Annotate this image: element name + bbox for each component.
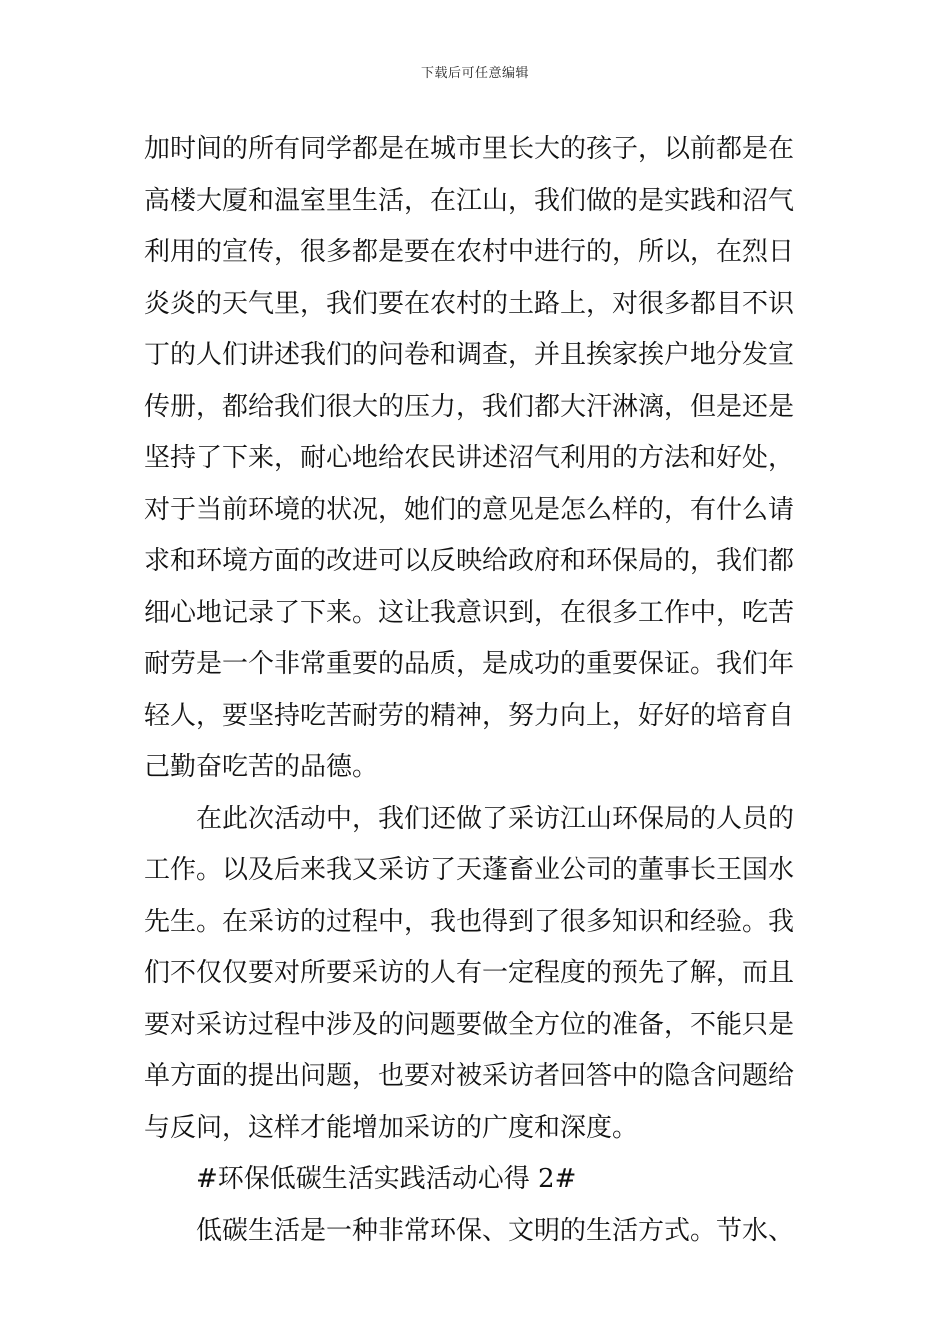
text-line: 利用的宣传，很多都是要在农村中进行的，所以，在烈日 (144, 237, 795, 267)
text-line: 细心地记录了下来。这让我意识到，在很多工作中，吃苦 (144, 597, 795, 628)
text-line: 单方面的提出问题，也要对被采访者回答中的隐含问题给 (144, 1061, 795, 1091)
text-line: 耐劳是一个非常重要的品质，是成功的重要保证。我们年 (144, 649, 795, 679)
text-line: 加时间的所有同学都是在城市里长大的孩子，以前都是在 (144, 134, 795, 164)
paragraph-start-line: 低碳生活是一种非常环保、文明的生活方式。节水、 (196, 1215, 795, 1246)
section-heading: #环保低碳生活实践活动心得 2# (196, 1164, 577, 1194)
text-line: 求和环境方面的改进可以反映给政府和环保局的，我们都 (144, 546, 795, 576)
text-line: 高楼大厦和温室里生活，在江山，我们做的是实践和沼气 (144, 185, 795, 216)
paragraph-start-line: 在此次活动中，我们还做了采访江山环保局的人员的 (196, 803, 795, 834)
body-text (144, 124, 814, 1257)
text-line: 传册，都给我们很大的压力，我们都大汗淋漓，但是还是 (144, 391, 795, 422)
header-note: 下载后可任意编辑 (420, 66, 529, 81)
text-line: 先生。在采访的过程中，我也得到了很多知识和经验。我 (144, 906, 795, 937)
text-line: 己勤奋吃苦的品德。 (144, 752, 379, 782)
text-line: 工作。以及后来我又采访了天蓬畜业公司的董事长王国水 (144, 855, 795, 885)
text-line: 轻人，要坚持吃苦耐劳的精神，努力向上，好好的培育自 (144, 700, 795, 731)
text-line: 们不仅仅要对所要采访的人有一定程度的预先了解，而且 (144, 958, 795, 988)
text-line: 坚持了下来，耐心地给农民讲述沼气利用的方法和好处， (144, 443, 795, 473)
text-line: 与反问，这样才能增加采访的广度和深度。 (144, 1112, 639, 1143)
text-line: 丁的人们讲述我们的问卷和调查，并且挨家挨户地分发宣 (144, 340, 795, 370)
text-line: 炎炎的天气里，我们要在农村的土路上，对很多都目不识 (144, 288, 795, 319)
text-line: 对于当前环境的状况，她们的意见是怎么样的，有什么请 (144, 494, 795, 525)
text-line: 要对采访过程中涉及的问题要做全方位的准备，不能只是 (144, 1009, 795, 1040)
